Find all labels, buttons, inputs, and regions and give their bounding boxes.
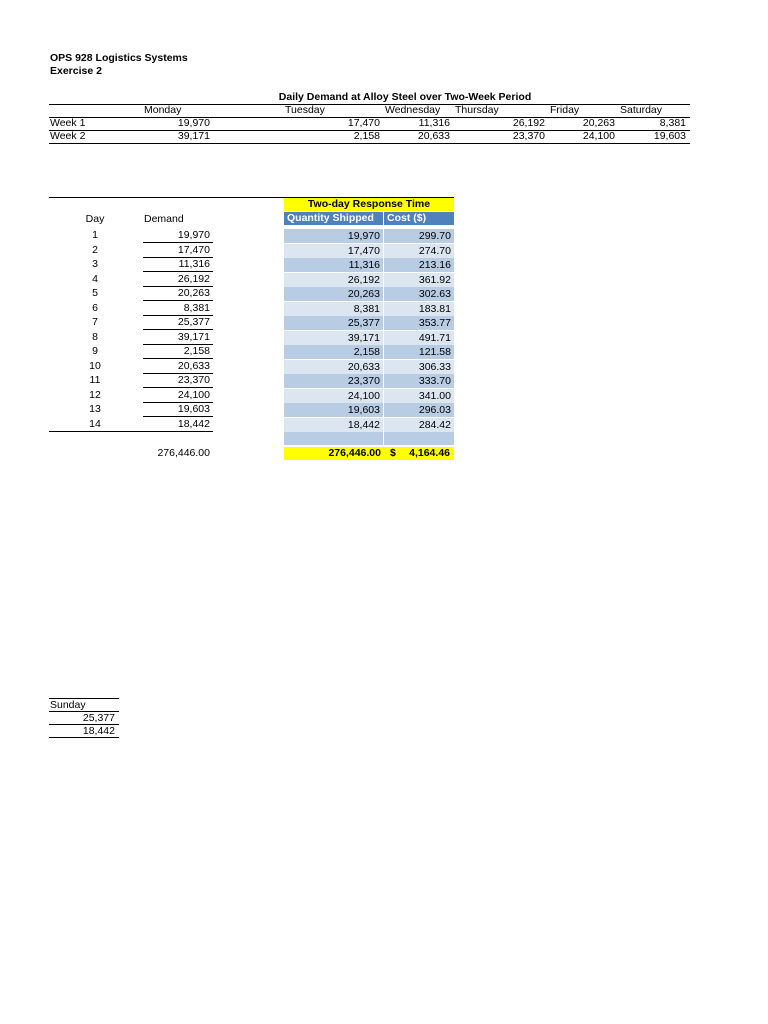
weekly-cell: 2,158 [353, 130, 380, 142]
day-header: Day [85, 213, 105, 225]
course-title: OPS 928 Logistics Systems [50, 52, 188, 64]
sunday-value: 25,377 [82, 712, 115, 724]
demand-cell: 25,377 [177, 316, 210, 328]
cost-cell: 306.33 [384, 360, 454, 374]
sunday-value: 18,442 [82, 725, 115, 737]
weekly-cell: 23,370 [512, 130, 545, 142]
qty-shipped-cell: 18,442 [284, 418, 384, 432]
cost-cell: 284.42 [384, 418, 454, 432]
cost-header: Cost ($) [384, 212, 454, 225]
day-cell: 6 [92, 301, 98, 314]
demand-cell: 26,192 [177, 272, 210, 285]
sunday-bottom-border [49, 737, 119, 738]
weekly-day-header: Thursday [455, 104, 499, 116]
qty-shipped-cell: 25,377 [284, 316, 384, 330]
qty-shipped-cell: 19,970 [284, 229, 384, 243]
demand-cell: 19,970 [177, 229, 210, 241]
day-cell: 14 [89, 417, 101, 430]
demand-cell: 19,603 [177, 403, 210, 415]
cost-cell: 121.58 [384, 345, 454, 359]
demand-cell: 11,316 [178, 258, 210, 270]
weekly-day-header: Friday [550, 104, 580, 116]
qty-shipped-cell: 20,263 [284, 287, 384, 301]
qty-blank-band [284, 432, 384, 445]
weekly-cell: 39,171 [177, 130, 210, 142]
demand-header: Demand [144, 213, 184, 225]
weekly-cell: 26,192 [512, 117, 545, 129]
qty-shipped-cell: 23,370 [284, 374, 384, 388]
day-cell: 10 [89, 359, 101, 372]
day-cell: 11 [89, 374, 101, 386]
daily-table-bottom-border [49, 431, 213, 432]
weekly-cell: 19,970 [177, 117, 210, 129]
qty-shipped-cell: 8,381 [284, 302, 384, 316]
qty-shipped-cell: 19,603 [284, 403, 384, 417]
day-cell: 5 [92, 287, 98, 299]
day-cell: 3 [92, 258, 98, 270]
exercise-title: Exercise 2 [50, 65, 102, 77]
demand-cell: 20,633 [177, 359, 210, 372]
qty-shipped-cell: 2,158 [284, 345, 384, 359]
qty-shipped-cell: 20,633 [284, 360, 384, 374]
demand-cell: 17,470 [177, 243, 210, 256]
demand-cell: 39,171 [177, 330, 210, 343]
qty-shipped-cell: 39,171 [284, 331, 384, 345]
demand-total: 276,446.00 [157, 447, 210, 459]
cost-cell: 491.71 [384, 331, 454, 345]
response-time-title: Two-day Response Time [284, 198, 454, 211]
weekly-table-title: Daily Demand at Alloy Steel over Two-Week Period [278, 91, 532, 103]
weekly-cell: 19,603 [653, 130, 686, 142]
qty-shipped-cell: 26,192 [284, 273, 384, 287]
weekly-day-header: Wednesday [385, 104, 441, 116]
demand-cell: 20,263 [177, 287, 210, 299]
day-cell: 12 [89, 388, 101, 401]
weekly-cell: 8,381 [659, 117, 686, 129]
day-cell: 2 [92, 243, 98, 256]
qty-shipped-cell: 11,316 [284, 258, 384, 272]
demand-cell: 18,442 [177, 417, 210, 430]
weekly-day-header: Saturday [620, 104, 663, 116]
day-cell: 13 [89, 403, 101, 415]
qty-shipped-cell: 17,470 [284, 244, 384, 258]
cost-cell: 361.92 [384, 273, 454, 287]
weekly-cell: 17,470 [347, 117, 380, 129]
demand-cell: 24,100 [177, 388, 210, 401]
sunday-header: Sunday [50, 699, 86, 711]
cost-blank-band [384, 432, 454, 445]
demand-cell: 2,158 [183, 345, 210, 357]
weekly-day-header: Monday [144, 104, 182, 116]
currency-symbol: $ [390, 447, 396, 459]
qty-total: 276,446.00 [284, 447, 384, 460]
cost-cell: 299.70 [384, 229, 454, 243]
day-cell: 1 [92, 229, 98, 241]
qty-shipped-cell: 24,100 [284, 389, 384, 403]
demand-cell: 8,381 [183, 301, 210, 314]
weekly-day-header: Tuesday [285, 104, 325, 116]
cost-total: 4,164.46 [409, 447, 450, 459]
cost-cell: 353.77 [384, 316, 454, 330]
cost-cell: 296.03 [384, 403, 454, 417]
week-row-label: Week 1 [50, 117, 86, 129]
weekly-cell: 24,100 [582, 130, 615, 142]
weekly-table-bottom-border [49, 143, 690, 144]
cost-cell: 213.16 [384, 258, 454, 272]
cost-cell: 183.81 [384, 302, 454, 316]
demand-cell: 23,370 [177, 374, 210, 386]
weekly-cell: 11,316 [418, 117, 450, 129]
day-cell: 8 [92, 330, 98, 343]
day-cell: 7 [92, 316, 98, 328]
cost-cell: 341.00 [384, 389, 454, 403]
week-row-label: Week 2 [50, 130, 86, 142]
cost-cell: 302.63 [384, 287, 454, 301]
cost-cell: 274.70 [384, 244, 454, 258]
day-cell: 4 [92, 272, 98, 285]
day-cell: 9 [92, 345, 98, 357]
cost-cell: 333.70 [384, 374, 454, 388]
weekly-cell: 20,633 [417, 130, 450, 142]
weekly-cell: 20,263 [582, 117, 615, 129]
qty-shipped-header: Quantity Shipped [284, 212, 384, 225]
cost-total-cell [384, 447, 454, 460]
